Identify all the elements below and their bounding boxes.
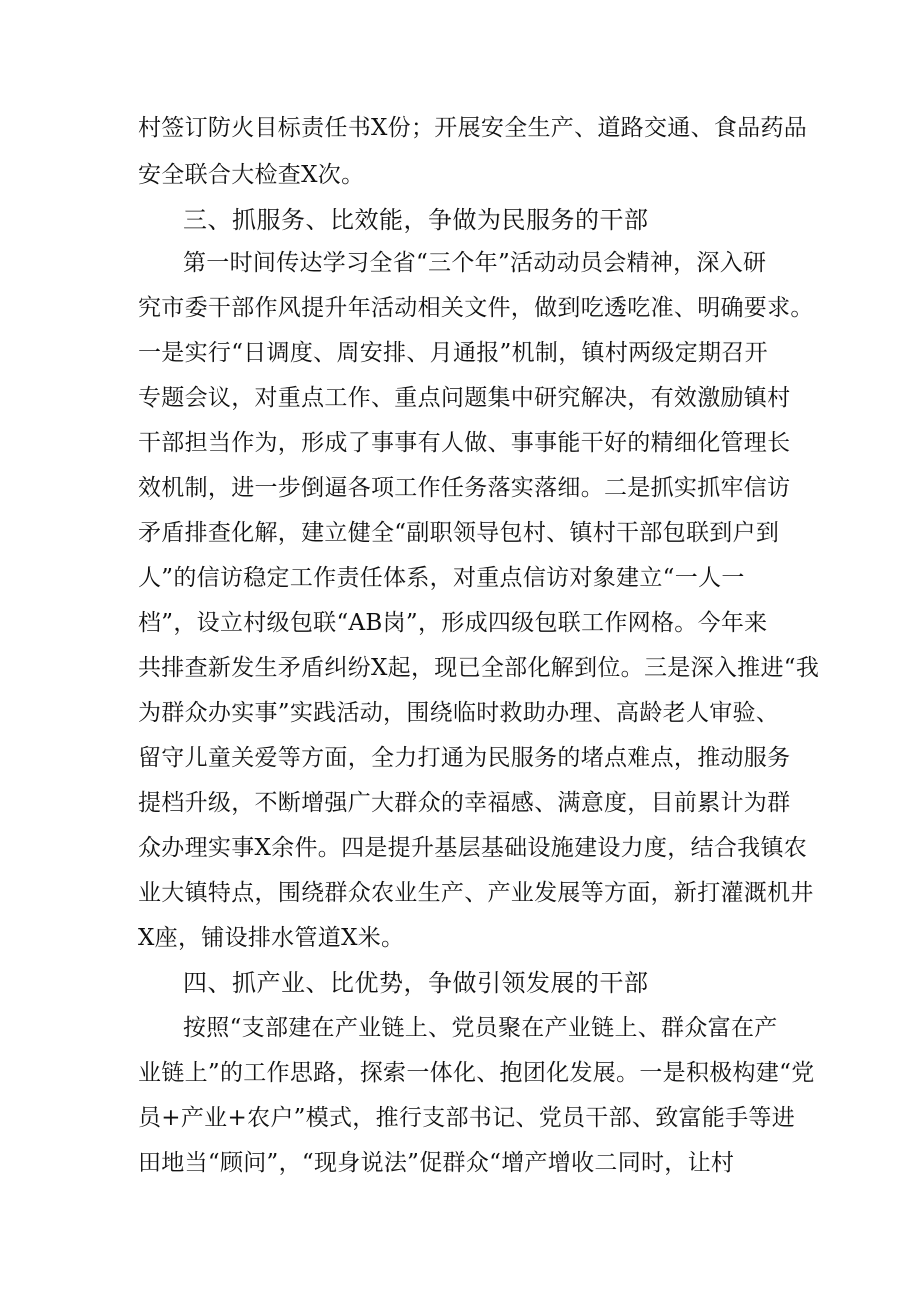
text-line-13: 共排查新发生矛盾纠纷X起，现已全部化解到位。三是深入推进“我 (138, 655, 820, 681)
text-line-4: 第一时间传达学习全省“三个年”活动动员会精神，深入研 (183, 250, 767, 276)
text-line-23: 员+产业+农户”模式，推行支部书记、党员干部、致富能手等进 (138, 1105, 796, 1131)
text-line-24: 田地当“顾问”，“现身说法”促群众“增产增收二同时，让村 (138, 1150, 735, 1176)
text-line-19: X座，铺设排水管道X米。 (138, 925, 405, 951)
text-line-9: 效机制，进一步倒逼各项工作任务落实落细。二是抓实抓牢信访 (138, 475, 791, 501)
text-line-14: 为群众办实事”实践活动，围绕临时救助办理、高龄老人审验、 (138, 700, 780, 726)
text-line-7: 专题会议，对重点工作、重点问题集中研究解决，有效激励镇村 (138, 385, 791, 411)
text-line-22: 业链上”的工作思路，探索一体化、抱团化发展。一是积极构建“党 (138, 1060, 815, 1086)
text-line-11: 人”的信访稳定工作责任体系，对重点信访对象建立“一人一 (138, 565, 745, 591)
section-heading-20: 四、抓产业、比优势，争做引领发展的干部 (183, 969, 649, 997)
text-line-5: 究市委干部作风提升年活动相关文件，做到吃透吃准、明确要求。 (138, 295, 814, 321)
section-heading-3: 三、抓服务、比效能，争做为民服务的干部 (183, 206, 649, 234)
text-line-16: 提档升级，不断增强广大群众的幸福感、满意度，目前累计为群 (138, 790, 791, 816)
text-line-17: 众办理实事X余件。四是提升基层基础设施建设力度，结合我镇农 (138, 835, 808, 861)
text-line-18: 业大镇特点，围绕群众农业生产、产业发展等方面，新打灌溉机井 (138, 880, 814, 906)
text-line-15: 留守儿童关爱等方面，全力打通为民服务的堵点难点，推动服务 (138, 745, 791, 771)
text-line-21: 按照“支部建在产业链上、党员聚在产业链上、群众富在产 (183, 1015, 778, 1041)
text-line-10: 矛盾排查化解，建立健全“副职领导包村、镇村干部包联到户到 (138, 520, 780, 546)
text-line-12: 档”，设立村级包联“AB岗”，形成四级包联工作网格。今年来 (138, 610, 768, 636)
text-line-8: 干部担当作为，形成了事事有人做、事事能干好的精细化管理长 (138, 430, 791, 456)
text-line-1: 村签订防火目标责任书X份；开展安全生产、道路交通、食品药品 (138, 115, 808, 141)
text-line-2: 安全联合大检查X次。 (138, 162, 365, 188)
text-line-6: 一是实行“日调度、周安排、月通报”机制，镇村两级定期召开 (138, 340, 768, 366)
